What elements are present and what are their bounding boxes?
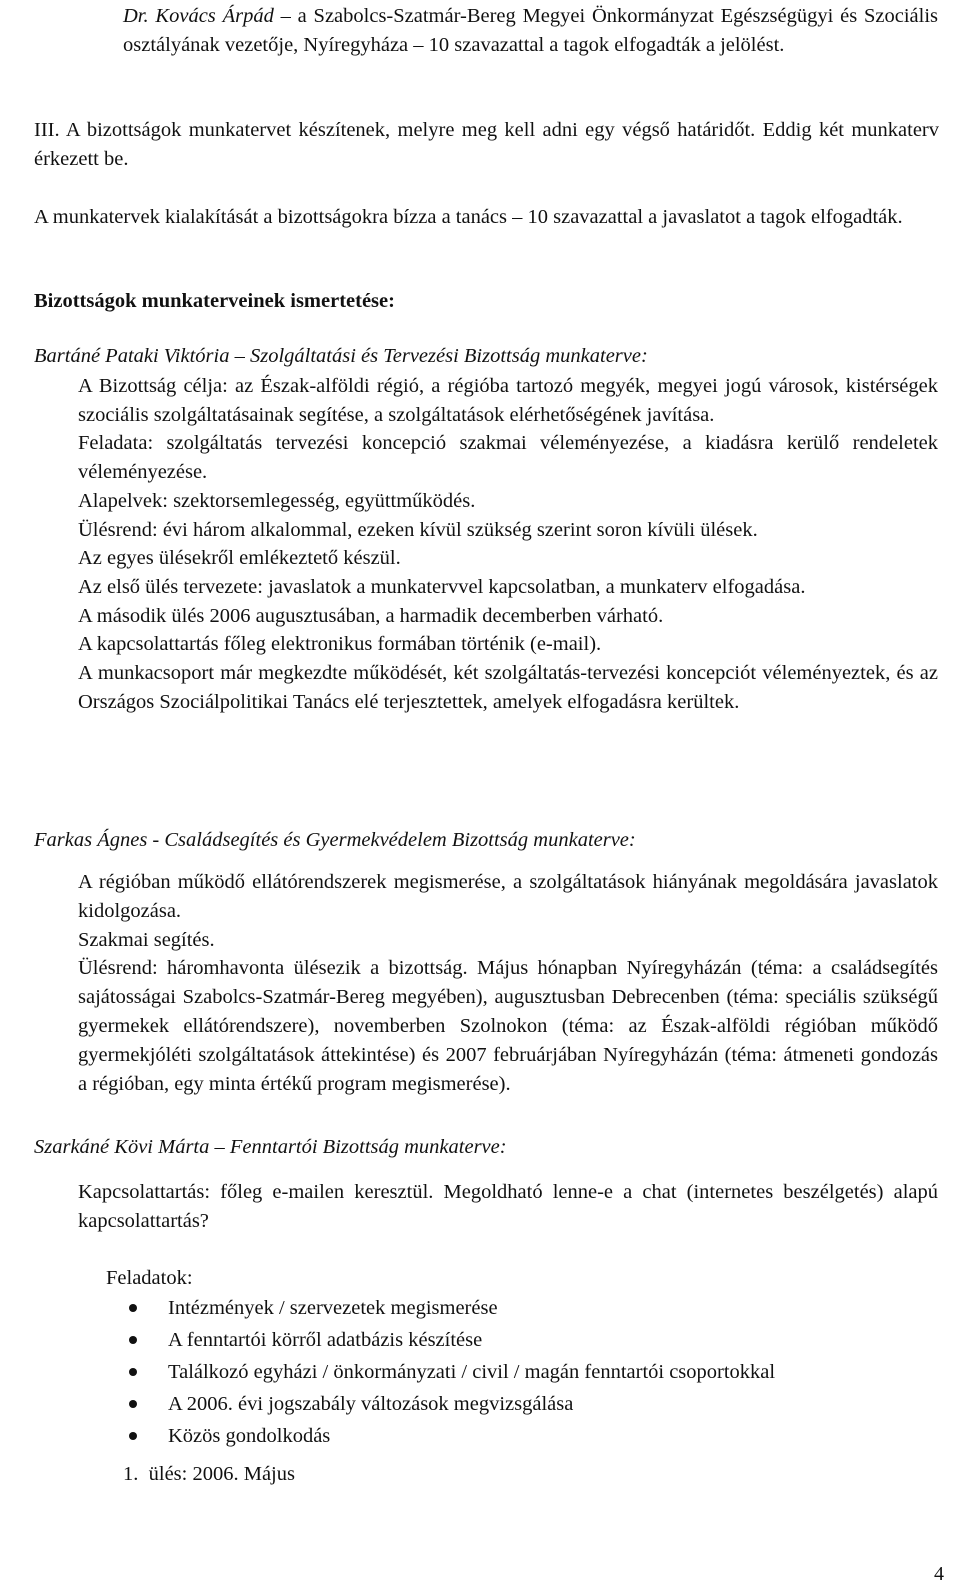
section-heading xyxy=(34,116,939,174)
list-item: Találkozó egyházi / önkormányzati / civil / magán fenntartói csoportokkal xyxy=(124,1356,944,1388)
intro-paragraph xyxy=(123,2,938,60)
committee3-contact: Kapcsolattartás: főleg e-mailen keresztül. Megoldható lenne-e a chat (internetes beszélgetés) alapú kapcsolattartás? xyxy=(78,1181,938,1232)
committee1-paragraph: A Bizottság célja: az Észak-alföldi régió, a régióba tartozó megyék, megyei jogú városok, kistérségek szociális szolgáltatásainak segítése, a szolgáltatások elérhetőségének javítása. xyxy=(78,375,938,426)
list-item: A 2006. évi jogszabály változások megvizsgálása xyxy=(124,1388,944,1420)
intro-name: Dr. Kovács Árpád xyxy=(123,5,274,27)
committee1-paragraph: Ülésrend: évi három alkalommal, ezeken kívül szükség szerint soron kívüli ülések. xyxy=(78,518,758,541)
intro-text: – a Szabolcs-Szatmár-Bereg Megyei Önkormányzat Egészségügyi és Szociális osztályának vezetője, Nyíregyháza – 10 szavazattal a tagok elfogadták a jelölést. xyxy=(123,5,939,56)
committee2-body xyxy=(78,868,938,1098)
tasks-list-wrapper xyxy=(124,1292,944,1452)
list-item: Intézmények / szervezetek megismerése xyxy=(124,1292,944,1324)
list-item: A fenntartói körről adatbázis készítése xyxy=(124,1324,944,1356)
committee2-paragraph: Ülésrend: háromhavonta ülésezik a bizottság. Május hónapban Nyíregyházán (téma: a családsegítés sajátosságai Szabolcs-Szatmár-Bereg megyében), augusztusban Debrecenben (téma: speciális szükségű gyermekek ellátórendszere), novemberben Szolnokon (téma: az Észak-alföldi régióban működő gyermekjóléti szolgáltatások áttekintése) és 2007 februárjában Nyíregyházán (téma: átmeneti gondozás a régióban, egy minta értékű program megismerése). xyxy=(78,957,938,1095)
committee1-paragraph: A munkacsoport már megkezdte működését, két szolgáltatás-tervezési koncepciót véleményeztek, és az Országos Szociálpolitikai Tanács elé terjesztettek, amelyek elfogadásra kerültek. xyxy=(78,662,938,713)
meeting-line xyxy=(123,1460,295,1488)
committee1-paragraph: Feladata: szolgáltatás tervezési koncepció szakmai véleményezése, a kiadásra kerülő rendeletek véleményezése. xyxy=(78,432,938,484)
page-number: 4 xyxy=(934,1563,944,1585)
committee1-paragraph: A kapcsolattartás főleg elektronikus formában történik (e-mail). xyxy=(78,633,602,656)
decision-paragraph xyxy=(34,203,939,231)
committee1-paragraph: Az első ülés tervezete: javaslatok a munkatervvel kapcsolatban, a munkaterv elfogadása. xyxy=(78,575,806,598)
committee2-paragraph: Szakmai segítés. xyxy=(78,928,215,951)
committee1-paragraph: Alapelvek: szektorsemlegesség, együttműködés. xyxy=(78,489,476,512)
committee1-paragraph: A második ülés 2006 augusztusában, a harmadik decemberben várható. xyxy=(78,604,664,627)
section-heading-text: III. A bizottságok munkatervet készítenek, melyre meg kell adni egy végső határidőt. Eddig két munkaterv érkezett be. xyxy=(34,119,939,170)
decision-text: A munkatervek kialakítását a bizottságokra bízza a tanács – 10 szavazattal a javaslatot a tagok elfogadták. xyxy=(34,206,903,228)
tasks-label: Feladatok: xyxy=(106,1267,193,1289)
committee1-paragraph: Az egyes ülésekről emlékeztető készül. xyxy=(78,547,401,570)
meeting-number: 1. xyxy=(123,1463,139,1485)
list-item: Közös gondolkodás xyxy=(124,1420,944,1452)
committee1-title: Bartáné Pataki Viktória – Szolgáltatási és Tervezési Bizottság munkaterve: xyxy=(34,345,648,367)
committee3-title: Szarkáné Kövi Márta – Fenntartói Bizottság munkaterve: xyxy=(34,1136,507,1158)
committee2-paragraph: A régióban működő ellátórendszerek megismerése, a szolgáltatások hiányának megoldására javaslatok kidolgozása. xyxy=(78,871,938,922)
tasks-list xyxy=(124,1292,944,1452)
meeting-text: ülés: 2006. Május xyxy=(148,1463,295,1485)
committees-subheading: Bizottságok munkaterveinek ismertetése: xyxy=(34,290,395,312)
committee1-body xyxy=(78,372,938,716)
committee2-title: Farkas Ágnes - Családsegítés és Gyermekvédelem Bizottság munkaterve: xyxy=(34,829,636,851)
